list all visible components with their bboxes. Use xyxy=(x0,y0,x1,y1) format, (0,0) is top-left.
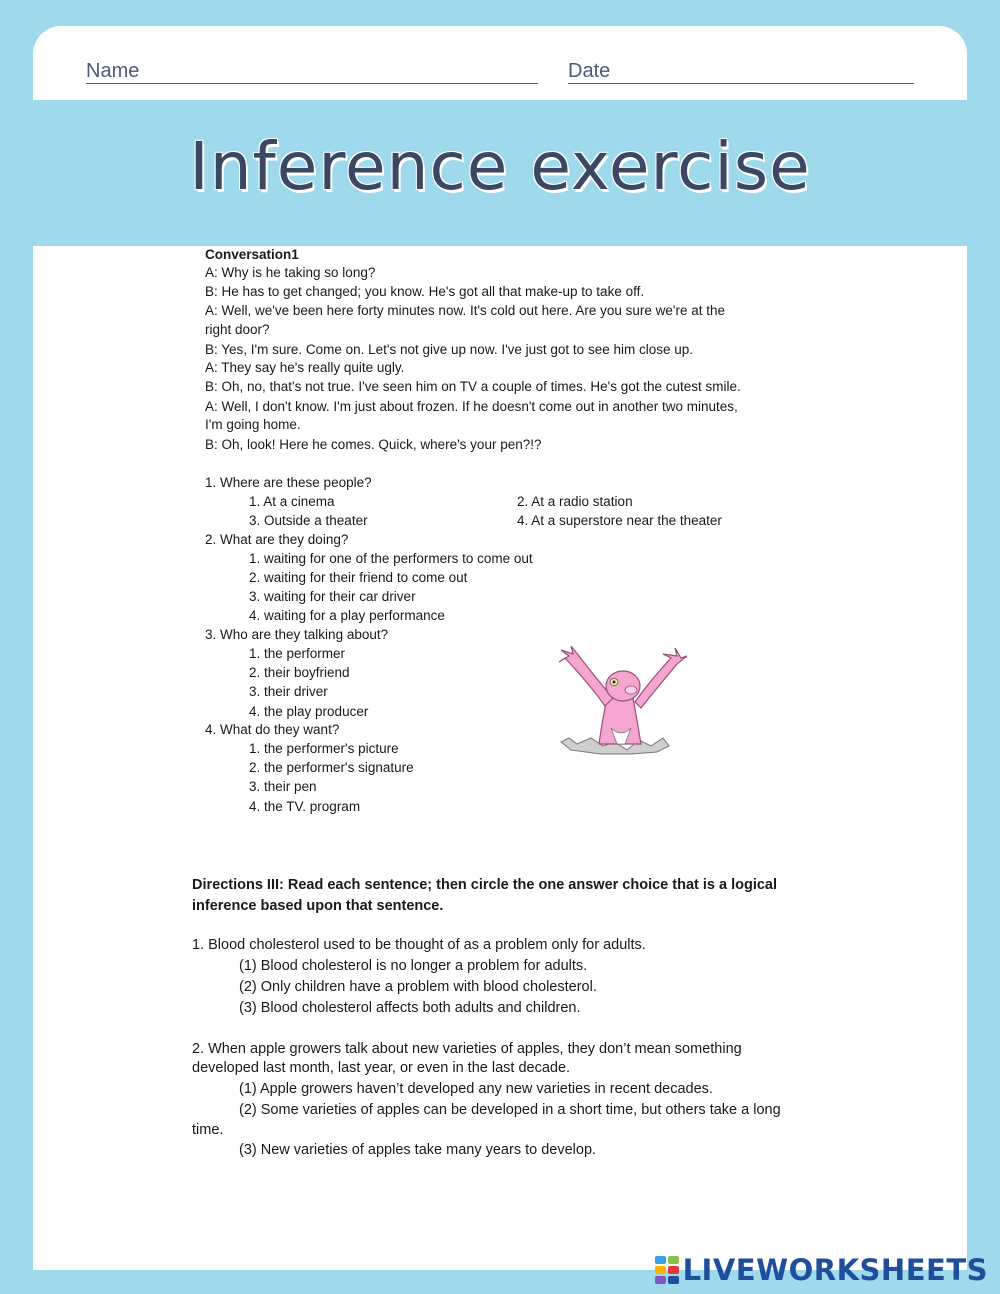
conversation-line: A: Well, we've been here forty minutes now. It's cold out here. Are you sure we're at the xyxy=(205,303,726,318)
conversation-line: B: Yes, I'm sure. Come on. Let's not give up now. I've just got to see him close up. xyxy=(205,342,693,357)
conversation-line: A: They say he's really quite ugly. xyxy=(205,360,405,375)
q3-option[interactable]: 4. the play producer xyxy=(249,704,369,719)
question-3: 3. Who are they talking about? xyxy=(205,627,389,642)
d1-option[interactable]: (2) Only children have a problem with blood cholesterol. xyxy=(239,979,597,995)
d1-option[interactable]: (3) Blood cholesterol affects both adults and children. xyxy=(239,1000,581,1016)
brand-text: LIVEWORKSHEETS xyxy=(682,1253,988,1287)
date-label: Date xyxy=(568,60,611,82)
conversation-line: right door? xyxy=(205,322,270,337)
q4-option[interactable]: 2. the performer's signature xyxy=(249,760,414,775)
sentence-1: 1. Blood cholesterol used to be thought of as a problem only for adults. xyxy=(192,937,646,953)
q4-option[interactable]: 3. their pen xyxy=(249,779,317,794)
question-1: 1. Where are these people? xyxy=(205,475,372,490)
pink-panther-icon xyxy=(551,646,691,756)
conversation-line: A: Well, I don't know. I'm just about frozen. If he doesn't come out in another two minutes, xyxy=(205,399,738,414)
conversation-line: B: He has to get changed; you know. He's got all that make-up to take off. xyxy=(205,284,645,299)
q3-option[interactable]: 3. their driver xyxy=(249,684,328,699)
q4-option[interactable]: 1. the performer's picture xyxy=(249,741,399,756)
worksheet xyxy=(33,246,967,1270)
header-card xyxy=(33,26,967,100)
d2-option[interactable]: (3) New varieties of apples take many years to develop. xyxy=(239,1142,597,1158)
q1-option[interactable]: 3. Outside a theater xyxy=(249,513,368,528)
conversation-line: B: Oh, no, that's not true. I've seen him on TV a couple of times. He's got the cutest smile. xyxy=(205,379,741,394)
page-title: Inference exercise xyxy=(189,128,811,205)
name-field[interactable] xyxy=(86,60,538,84)
directions-heading: inference based upon that sentence. xyxy=(192,898,444,914)
q2-option[interactable]: 3. waiting for their car driver xyxy=(249,589,416,604)
d2-option[interactable]: time. xyxy=(192,1122,224,1138)
question-2: 2. What are they doing? xyxy=(205,532,349,547)
name-label: Name xyxy=(86,60,140,82)
d2-option[interactable]: (2) Some varieties of apples can be developed in a short time, but others take a long xyxy=(239,1102,781,1118)
date-field[interactable] xyxy=(568,60,914,84)
q3-option[interactable]: 2. their boyfriend xyxy=(249,665,350,680)
sentence-2: developed last month, last year, or even in the last decade. xyxy=(192,1060,571,1076)
liveworksheets-mark-icon xyxy=(655,1256,679,1284)
conversation-line: B: Oh, look! Here he comes. Quick, where's your pen?!? xyxy=(205,437,542,452)
conversation-line: I'm going home. xyxy=(205,417,301,432)
liveworksheets-logo xyxy=(655,1254,988,1286)
d2-option[interactable]: (1) Apple growers haven’t developed any new varieties in recent decades. xyxy=(239,1081,713,1097)
q3-option[interactable]: 1. the performer xyxy=(249,646,346,661)
conversation-line: A: Why is he taking so long? xyxy=(205,265,376,280)
q1-option[interactable]: 4. At a superstore near the theater xyxy=(517,513,722,528)
d1-option[interactable]: (1) Blood cholesterol is no longer a problem for adults. xyxy=(239,958,588,974)
q1-option[interactable]: 1. At a cinema xyxy=(249,494,335,509)
q2-option[interactable]: 1. waiting for one of the performers to come out xyxy=(249,551,533,566)
question-4: 4. What do they want? xyxy=(205,722,340,737)
conversation-heading: Conversation1 xyxy=(205,247,299,262)
q1-option[interactable]: 2. At a radio station xyxy=(517,494,633,509)
q2-option[interactable]: 4. waiting for a play performance xyxy=(249,608,445,623)
q2-option[interactable]: 2. waiting for their friend to come out xyxy=(249,570,468,585)
directions-heading: Directions III: Read each sentence; then circle the one answer choice that is a logical xyxy=(192,877,778,893)
sentence-2: 2. When apple growers talk about new varieties of apples, they don’t mean something xyxy=(192,1041,742,1057)
q4-option[interactable]: 4. the TV. program xyxy=(249,799,361,814)
